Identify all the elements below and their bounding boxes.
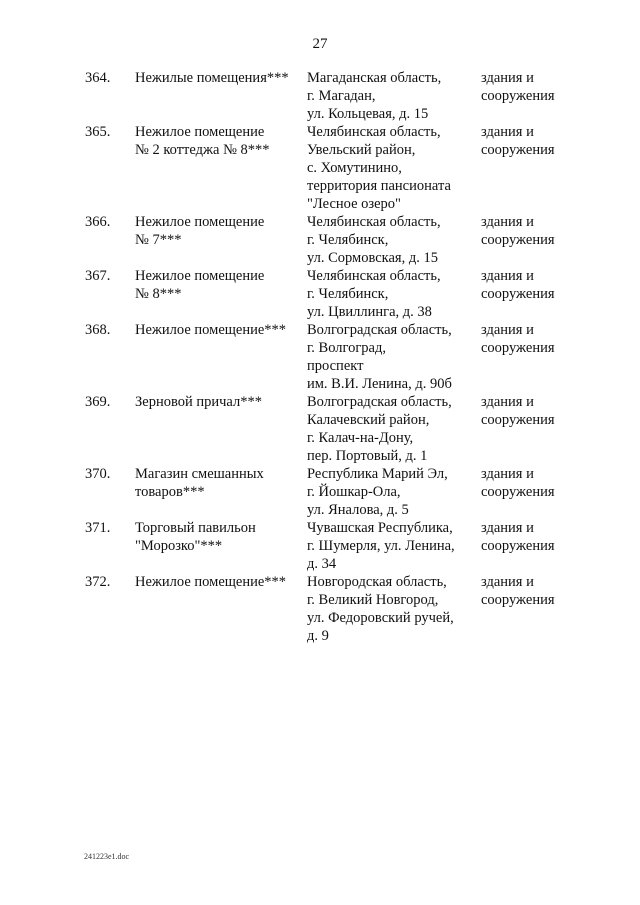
table-row bbox=[0, 465, 640, 518]
object-address: Челябинская область, Увельский район, с. Хомутинино, территория пансионата "Лесное озеро" bbox=[307, 124, 451, 212]
object-category: здания и сооружения bbox=[481, 214, 555, 248]
object-address: Челябинская область, г. Челябинск, ул. Цвиллинга, д. 38 bbox=[307, 268, 441, 320]
object-category: здания и сооружения bbox=[481, 268, 555, 302]
object-category: здания и сооружения bbox=[481, 466, 555, 500]
object-category: здания и сооружения bbox=[481, 520, 555, 554]
entry-number: 366. bbox=[85, 214, 111, 230]
entry-number: 368. bbox=[85, 322, 111, 338]
table-row bbox=[0, 519, 640, 572]
object-name: Нежилые помещения*** bbox=[135, 70, 289, 86]
table-row bbox=[0, 123, 640, 212]
object-name: Нежилое помещение*** bbox=[135, 574, 287, 590]
table-row bbox=[0, 321, 640, 392]
object-address: Магаданская область, г. Магадан, ул. Кольцевая, д. 15 bbox=[307, 70, 442, 122]
object-address: Новгородская область, г. Великий Новгород, ул. Федоровский ручей, д. 9 bbox=[307, 574, 454, 644]
object-name: Торговый павильон "Морозко"*** bbox=[135, 520, 256, 554]
object-address: Волгоградская область, Калачевский район, г. Калач-на-Дону, пер. Портовый, д. 1 bbox=[307, 394, 452, 464]
object-category: здания и сооружения bbox=[481, 394, 555, 428]
entry-number: 367. bbox=[85, 268, 111, 284]
property-list bbox=[0, 69, 640, 644]
object-address: Чувашская Республика, г. Шумерля, ул. Ленина, д. 34 bbox=[307, 520, 455, 572]
entry-number: 371. bbox=[85, 520, 111, 536]
file-name-footer: 241223e1.doc bbox=[84, 852, 130, 861]
object-category: здания и сооружения bbox=[481, 322, 555, 356]
table-row bbox=[0, 267, 640, 320]
object-name: Нежилое помещение № 8*** bbox=[135, 268, 265, 302]
table-row bbox=[0, 69, 640, 122]
page-number: 27 bbox=[312, 36, 328, 52]
object-category: здания и сооружения bbox=[481, 70, 555, 104]
entry-number: 372. bbox=[85, 574, 111, 590]
object-address: Волгоградская область, г. Волгоград, проспект им. В.И. Ленина, д. 90б bbox=[307, 322, 452, 392]
object-name: Магазин смешанных товаров*** bbox=[135, 466, 264, 500]
object-name: Нежилое помещение № 7*** bbox=[135, 214, 265, 248]
table-row bbox=[0, 393, 640, 464]
entry-number: 364. bbox=[85, 70, 111, 86]
object-name: Нежилое помещение*** bbox=[135, 322, 287, 338]
table-row bbox=[0, 213, 640, 266]
object-name: Зерновой причал*** bbox=[135, 394, 262, 410]
object-address: Челябинская область, г. Челябинск, ул. Сормовская, д. 15 bbox=[307, 214, 441, 266]
object-name: Нежилое помещение № 2 коттеджа № 8*** bbox=[135, 124, 270, 158]
entry-number: 370. bbox=[85, 466, 111, 482]
object-category: здания и сооружения bbox=[481, 574, 555, 608]
entry-number: 365. bbox=[85, 124, 111, 140]
entry-number: 369. bbox=[85, 394, 111, 410]
object-address: Республика Марий Эл, г. Йошкар-Ола, ул. Яналова, д. 5 bbox=[307, 466, 448, 518]
object-category: здания и сооружения bbox=[481, 124, 555, 158]
table-row bbox=[0, 573, 640, 644]
